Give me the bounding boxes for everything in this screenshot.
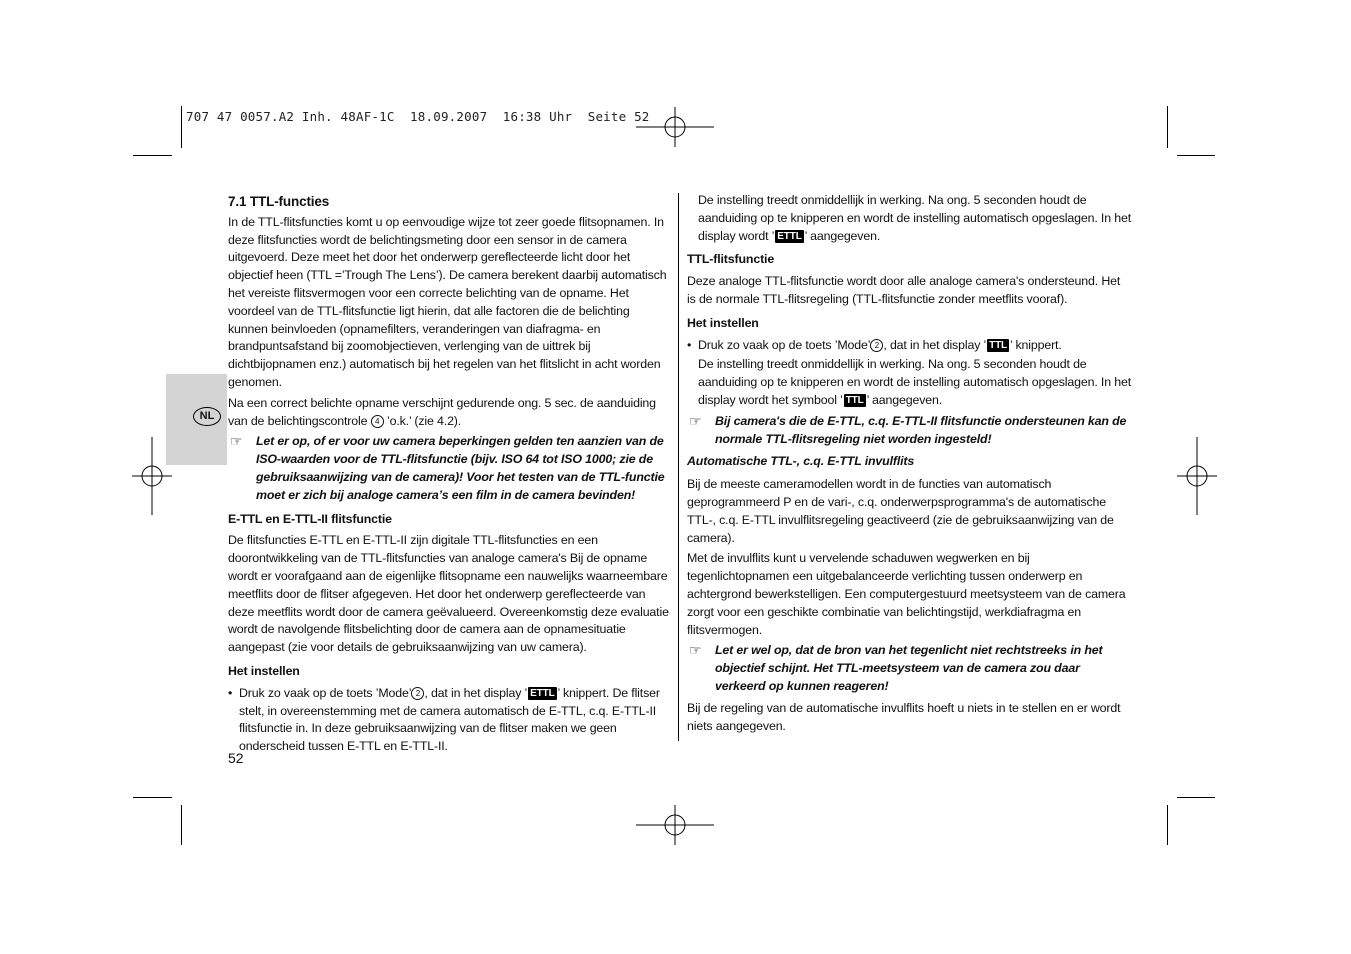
- fill-flash-paragraph: Bij de meeste cameramodellen wordt in de functies van automatisch geprogrammeerd P en de vari-, c.q. onderwerpsprogramma's de automatische TTL-, c.q. E-TTL invulflitsregeling geactiveerd (zie de gebruiksaanwijzing van de camera).: [687, 477, 1114, 545]
- crop-mark: [181, 805, 182, 845]
- subheading: TTL-flitsfunctie: [687, 252, 775, 267]
- fill-flash-paragraph: Bij de regeling van de automatische invulflits hoeft u niets in te stellen en er wordt niets aangegeven.: [687, 700, 1121, 733]
- right-column: [687, 192, 1131, 738]
- fill-flash-paragraph: Met de invulflits kunt u vervelende schaduwen wegwerken en bij tegenlichtopnamen een uitgebalanceerde verlichting tussen onderwerp en achtergrond bewerkstelligen. Een computergestuurd meetsysteem van de camera zorgt voor een geschikte combinatie van belichtingstijd, werkdiafragma en flitsvermogen.: [687, 551, 1126, 637]
- subheading: Het instellen: [687, 315, 759, 330]
- language-badge: NL: [193, 407, 221, 426]
- ttl-display-icon: TTL: [989, 339, 1008, 351]
- circled-number: 2: [870, 339, 883, 352]
- hand-pointer-icon: ☞: [689, 412, 702, 429]
- subheading: Automatische TTL-, c.q. E-TTL invulflits: [687, 454, 915, 469]
- registration-mark-right: [1177, 437, 1217, 515]
- circled-number: 4: [371, 415, 384, 428]
- hand-pointer-icon: ☞: [230, 433, 243, 450]
- note: ☞ Let er wel op, dat de bron van het tegenlicht niet rechtstreeks in het objectief schijnt. Het TTL-meetsysteem van de camera zou daar verkeerd op kunnen reageren!: [689, 642, 1103, 693]
- exposure-check-paragraph: Na een correct belichte opname verschijnt gedurende ong. 5 sec. de aanduiding van de belichtingscontrole 4 ’o.k.’ (zie 4.2).: [228, 395, 656, 428]
- ettl-display-icon: ETTL: [777, 230, 802, 242]
- ettl-display-icon: ETTL: [530, 687, 555, 699]
- circled-number: 2: [411, 687, 424, 700]
- crop-mark: [133, 797, 172, 798]
- page-number: 52: [228, 750, 244, 766]
- crop-mark: [133, 155, 172, 156]
- registration-mark-bottom: [636, 805, 714, 845]
- intro-paragraph: In de TTL-flitsfuncties komt u op eenvoudige wijze tot zeer goede flitsopnamen. In deze flitsfuncties wordt de belichtingsmeting door een sensor in de camera uitgevoerd. Deze meet het door het onderwerp gereflecteerde licht door het objectief heen (TTL =’Trough The Lens’). De camera berekent daarbij automatisch het vereiste flitsvermogen voor een correcte belichting van de opname. Het voordeel van de TTL-flitsfunctie ligt hierin, dat alle factoren die de belichting kunnen beinvloeden (opnamefilters, veranderingen van diafragma- en brandpuntsafstand bij zoomobjectieven, verlenging van de uittrek bij dichtbijopnamen enz.) automatisch bij het regelen van het flitslicht in acht worden genomen.: [228, 214, 667, 389]
- bullet-item: • Druk zo vaak op de toets ’Mode’ 2 , dat in het display ’ ETTL ’ knippert. De flitser stelt, in overeenstemming met de camera automatisch de E-TTL, c.q. E-TTL-II flitsfunctie in. In deze gebruiksaanwijzing van de flitser maken we geen onderscheid tussen E-TTL en E-TTL-II.: [228, 685, 660, 754]
- ttl-paragraph: Deze analoge TTL-flitsfunctie wordt door alle analoge camera's ondersteund. Het is de normale TTL-flitsregeling (TTL-flitsfunctie zonder meetflits vooraf).: [687, 274, 1121, 306]
- print-header: 707 47 0057.A2 Inh. 48AF-1C 18.09.2007 16:38 Uhr Seite 52: [186, 109, 650, 124]
- crop-mark: [1167, 805, 1168, 845]
- bullet-subparagraph: De instelling treedt onmiddellijk in werking. Na ong. 5 seconden houdt de aanduiding op te knipperen en wordt de instelling automatisch opgeslagen. In het display wordt het symbool ’ TTL ’ aangegeven.: [698, 357, 1131, 407]
- column-divider: [678, 193, 679, 741]
- continued-paragraph: De instelling treedt onmiddellijk in werking. Na ong. 5 seconden houdt de aanduiding op te knipperen en wordt de instelling automatisch opgeslagen. In het display wordt ’ ETTL ’ aangegeven.: [698, 193, 1131, 243]
- crop-mark: [181, 106, 182, 148]
- note: ☞ Bij camera's die de E-TTL, c.q. E-TTL-II flitsfunctie ondersteunen kan de normale TTL-flitsregeling niet worden ingesteld!: [689, 412, 1127, 446]
- ttl-display-icon: TTL: [845, 394, 864, 406]
- left-column: [228, 193, 670, 758]
- section-heading: 7.1 TTL-functies: [228, 194, 330, 209]
- hand-pointer-icon: ☞: [689, 642, 702, 659]
- ettl-paragraph: De flitsfuncties E-TTL en E-TTL-II zijn digitale TTL-flitsfuncties en een doorontwikkeling van de TTL-flitsfuncties van analoge camera's Bij de opname wordt er voorafgaand aan de eigenlijke flitsopname een nauwelijks waarneembare meetflits door de flitser afgegeven. Het door het onderwerp gereflecteerde van deze meetflits wordt door de camera geëvalueerd. Overeenkomstig deze evaluatie wordt de navolgende flitsbelichting door de camera aan de opnamesituatie aangepast (zie voor details de gebruiksaanwijzing van uw camera).: [228, 533, 669, 655]
- subheading: Het instellen: [228, 663, 300, 678]
- crop-mark: [1167, 106, 1168, 148]
- crop-mark: [1177, 797, 1215, 798]
- bullet-dot: •: [228, 685, 233, 700]
- subheading: E-TTL en E-TTL-II flitsfunctie: [228, 511, 392, 526]
- bullet-item: • Druk zo vaak op de toets ’Mode’ 2 , dat in het display ’ TTL ’ knippert.: [687, 337, 1131, 355]
- note: ☞ Let er op, of er voor uw camera beperkingen gelden ten aanzien van de ISO-waarden voor de TTL-flitsfunctie (bijv. ISO 64 tot ISO 1000; zie de gebruiksaanwijzing van de camera)! Voor het testen van de TTL-functie moet er zich bij analoge camera’s een film in de camera bevinden!: [230, 433, 665, 502]
- crop-mark: [1177, 155, 1215, 156]
- bullet-dot: •: [687, 337, 692, 352]
